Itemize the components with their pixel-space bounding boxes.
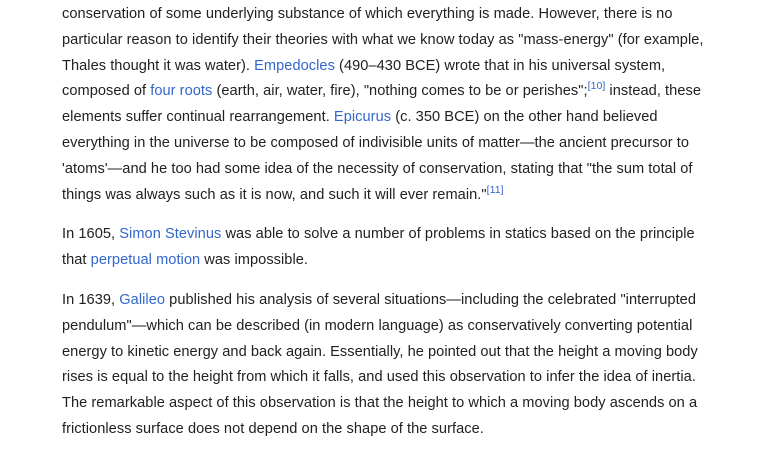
link-galileo[interactable]: Galileo xyxy=(119,291,166,308)
paragraph-text: was able to solve a number of problems in statics based on the principle that xyxy=(62,226,695,269)
link-epicurus[interactable]: Epicurus xyxy=(333,109,392,126)
paragraph-text: In 1639, xyxy=(62,291,120,308)
link-perpetual-motion[interactable]: perpetual motion xyxy=(90,252,201,269)
paragraph-text: (490–430 BCE) wrote that in his universal system, composed of xyxy=(62,57,666,100)
paragraph-text: was impossible. xyxy=(200,252,309,269)
paragraph-text: In 1605, xyxy=(62,226,120,243)
paragraph-text: instead, these elements suffer continual rearrangement. xyxy=(62,83,702,126)
paragraph-galileo xyxy=(62,288,712,443)
paragraph-ancient-conservation xyxy=(62,2,712,208)
link-four-roots[interactable]: four roots xyxy=(150,83,213,100)
citation-11[interactable] xyxy=(487,184,504,196)
citation-11-link[interactable]: [11] xyxy=(486,183,504,196)
article-body xyxy=(62,2,712,443)
paragraph-text: (earth, air, water, fire), "nothing comes to be or perishes"; xyxy=(212,83,588,100)
paragraph-text: (c. 350 BCE) on the other hand believed everything in the universe to be composed of indivisible units of matter—the ancient precursor to 'atoms'—and he too had some idea of the necessity of conservation, stating that "the sum total of things was always such as it is now, and such it will ever remain." xyxy=(62,109,693,203)
link-empedocles[interactable]: Empedocles xyxy=(254,57,335,74)
citation-10[interactable] xyxy=(588,81,606,93)
citation-10-link[interactable]: [10] xyxy=(587,80,606,93)
paragraph-text: conservation of some underlying substance of which everything is made. However, there is no particular reason to identify their theories with what we know today as "mass-energy" (for example, Thales thought it was water). xyxy=(62,6,704,74)
paragraph-stevinus xyxy=(62,222,712,274)
link-simon-stevinus[interactable]: Simon Stevinus xyxy=(119,226,222,243)
paragraph-text: published his analysis of several situations—including the celebrated "interrupted pendulum"—which can be described (in modern language) as conservatively converting potential energy to kinetic energy and back again. Essentially, he pointed out that the height a moving body rises is equal to the height from which it falls, and used this observation to infer the idea of inertia. The remarkable aspect of this observation is that the height to which a moving body ascends on a frictionless surface does not depend on the shape of the surface. xyxy=(62,291,698,437)
